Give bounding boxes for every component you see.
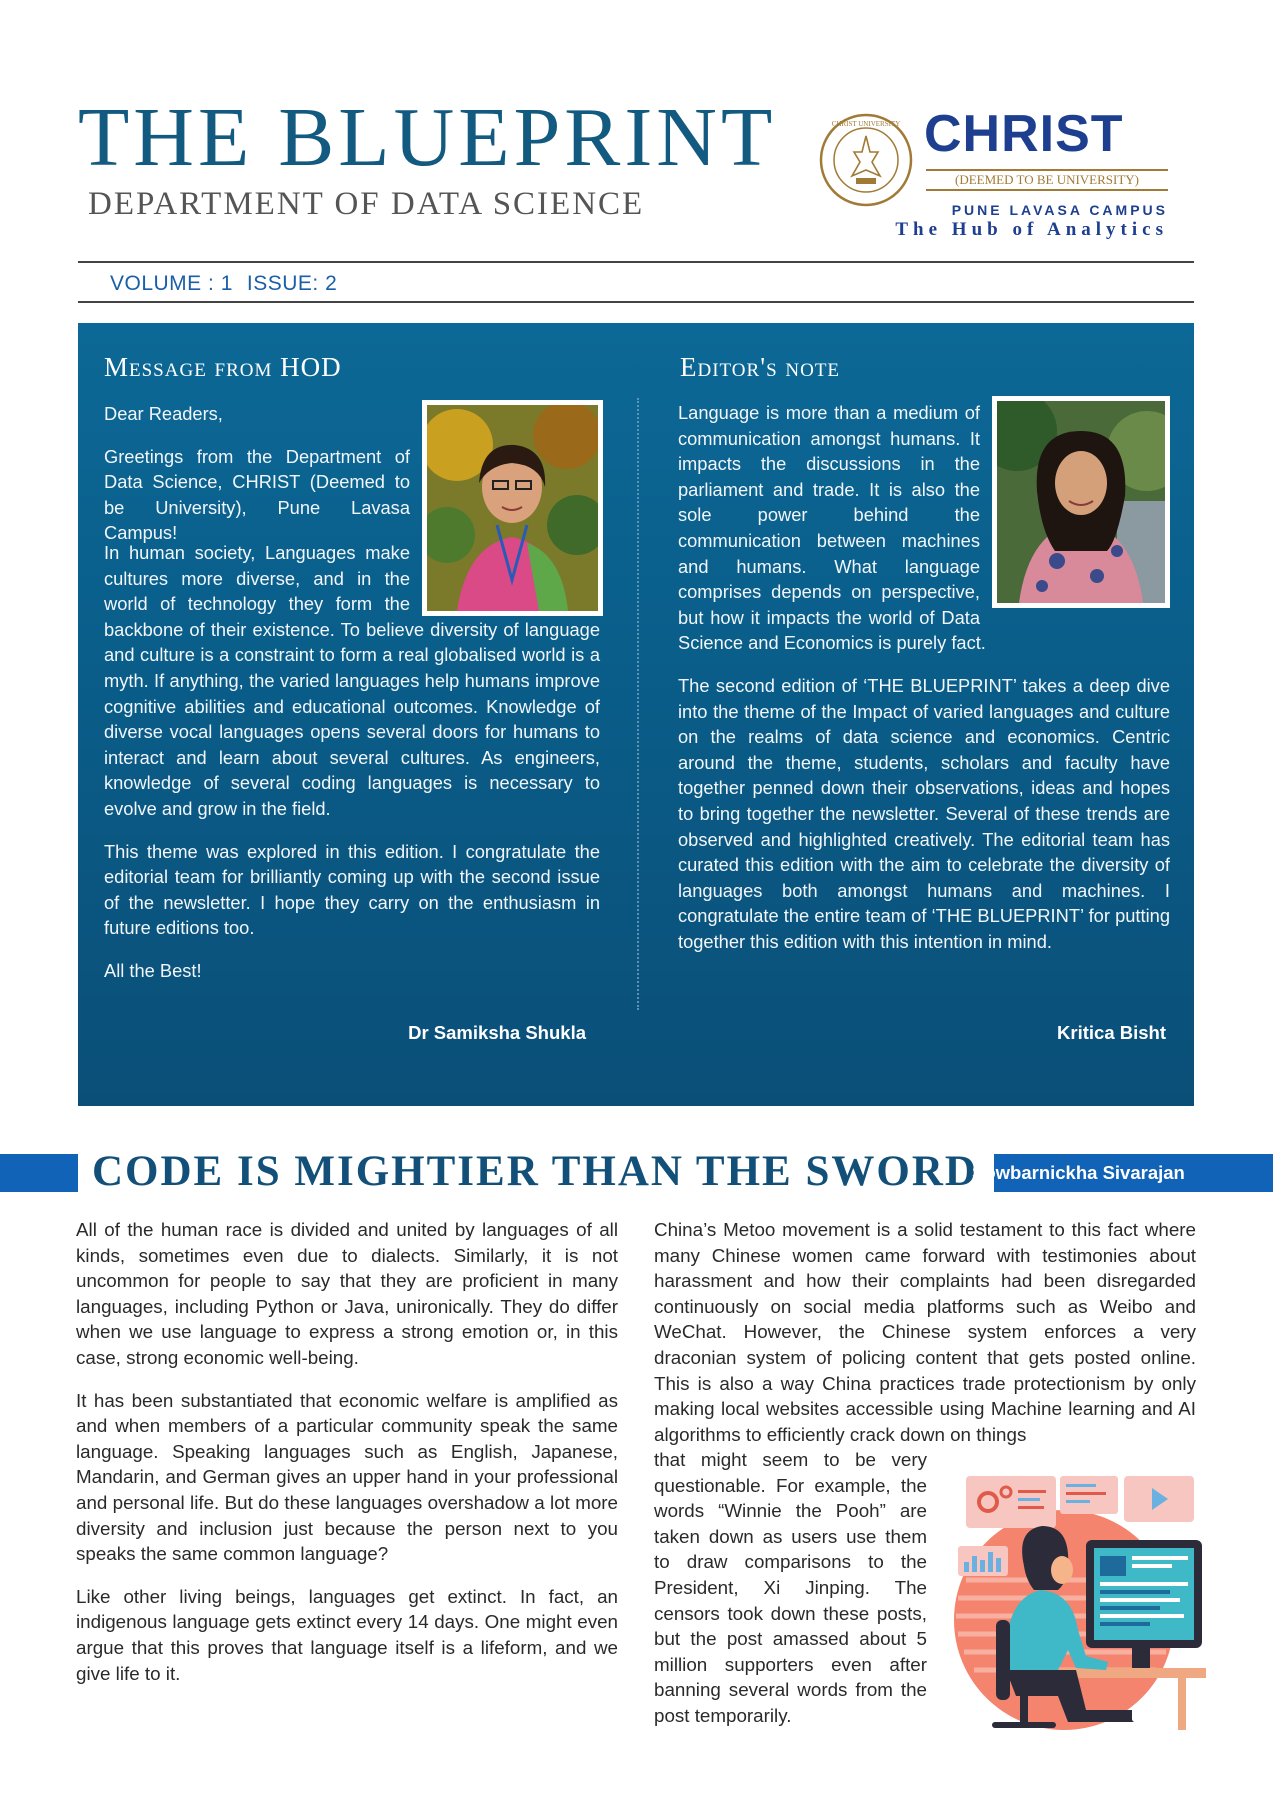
hod-closing: All the Best! [104, 959, 202, 981]
article-paragraph: All of the human race is divided and united by languages of all kinds, sometimes even due to dialects. Similarly, it is not uncommon for people to say that they are proficient in many languages, including Python or Java, unironically. They do differ when we use language to express a strong emotion or, in this case, strong economic well-being. [76, 1219, 618, 1368]
campus-name: PUNE LAVASA CAMPUS [951, 202, 1168, 218]
article-right-column-wrap [654, 1447, 927, 1729]
photo-spacer [410, 540, 600, 614]
article-paragraph: that might seem to be very questionable. For example, the words “Winnie the Pooh” are taken down as users use them to draw comparisons to the President, Xi Jinping. The censors took down these posts, but the post amassed about 5 million supporters even after banning several words from the post temporarily. [654, 1449, 927, 1726]
volume-issue-line [110, 272, 351, 296]
university-seal-icon [818, 112, 914, 208]
university-name: CHRIST [924, 105, 1124, 163]
hod-text-main [104, 540, 600, 1001]
editor-signature: Kritica Bisht [1057, 1022, 1166, 1043]
hod-greeting: Dear Readers, [104, 403, 223, 424]
top-divider [78, 261, 1194, 263]
article-right-column-top [654, 1217, 1196, 1447]
hod-paragraph: In human society, Languages make cultures more diverse, and in the world of technology they form the backbone of their existence. To believe diversity of language and culture is a constraint to form a real globalised world is a myth. If anything, the varied languages help humans improve cognitive abilities and educational outcomes. Knowledge of diverse vocal languages opens several doors for humans to interact and learn about several cultures. As engineers, knowledge of several coding languages is necessary to evolve and grow in the field. [104, 542, 600, 819]
hod-paragraph: Greetings from the Department of Data Science, CHRIST (Deemed to be University), Pune Lavasa Campus! [104, 445, 410, 544]
chair [996, 1620, 1010, 1700]
hod-paragraph: This theme was explored in this edition. I congratulate the editorial team for brilliantly coming up with the second issue of the newsletter. I hope they carry on the enthusiasm in future editions too. [104, 840, 600, 939]
newsletter-title: THE BLUEPRINT [78, 91, 777, 184]
coder-illustration [936, 1470, 1208, 1732]
column-divider [637, 398, 639, 1010]
volume-label: VOLUME : 1 [110, 272, 233, 295]
hod-heading: Message from HOD [104, 352, 342, 382]
editor-heading: Editor's note [680, 352, 841, 382]
department-subtitle: DEPARTMENT OF DATA SCIENCE [88, 186, 645, 222]
issue-label: ISSUE: 2 [246, 272, 338, 295]
article-paragraph: China’s Metoo movement is a solid testament to this fact where many Chinese women came forward with testimonies about harassment and how their complaints had been disregarded continuously on social media platforms such as Weibo and WeChat. However, the Chinese system enforces a very draconian system of policing content that gets posted online. This is also a way China practices trade protectionism by only making local websites accessible using Machine learning and AI algorithms to efficiently crack down on things [654, 1219, 1196, 1445]
editor-paragraph: The second edition of ‘THE BLUEPRINT’ takes a deep dive into the theme of the Impact of varied languages and culture on the realms of data science and economics. Centric around the theme, students, scholars and faculty have together penned down their observations, ideas and hopes to bring together the newsletter. Several of these trends are observed and highlighted creatively. The editorial team has curated this edition with the aim to celebrate the diversity of languages both amongst humans and machines. I congratulate the entire team of ‘THE BLUEPRINT’ for putting together this edition with this intention in mind. [678, 674, 1170, 952]
editor-paragraph: Language is more than a medium of communication amongst humans. It impacts the discussions in the parliament and trade. It is also the sole power behind the communication between machines and humans. What language comprises depends on perspective, but how it impacts the world of Data Science and Economics is purely fact. [678, 402, 986, 654]
hod-text-wrap [104, 401, 410, 563]
article-author: Sowbarnickha Sivarajan [972, 1162, 1185, 1183]
campus-tagline: The Hub of Analytics [895, 219, 1168, 240]
article-title: CODE IS MIGHTIER THAN THE SWORD [78, 1141, 994, 1203]
article-left-column [76, 1217, 618, 1703]
university-status: (DEEMED TO BE UNIVERSITY) [926, 169, 1168, 191]
editor-text-main [678, 400, 1170, 971]
photo-spacer [980, 400, 1170, 605]
hod-signature: Dr Samiksha Shukla [408, 1022, 586, 1043]
seal-text: CHRIST UNIVERSITY [831, 120, 901, 128]
article-paragraph: It has been substantiated that economic welfare is amplified as and when members of a particular community speak the same language. Speaking languages such as English, Japanese, Mandarin, and German gives an upper hand in your professional and personal life. But do these languages overshadow a lot more diversity and inclusion just because the person next to you speaks the same common language? [76, 1389, 618, 1565]
article-paragraph: Like other living beings, languages get extinct. In fact, an indigenous language gets extinct every 14 days. One might even argue that this proves that language itself is a lifeform, and we give life to it. [76, 1585, 618, 1684]
bottom-divider [78, 301, 1194, 303]
